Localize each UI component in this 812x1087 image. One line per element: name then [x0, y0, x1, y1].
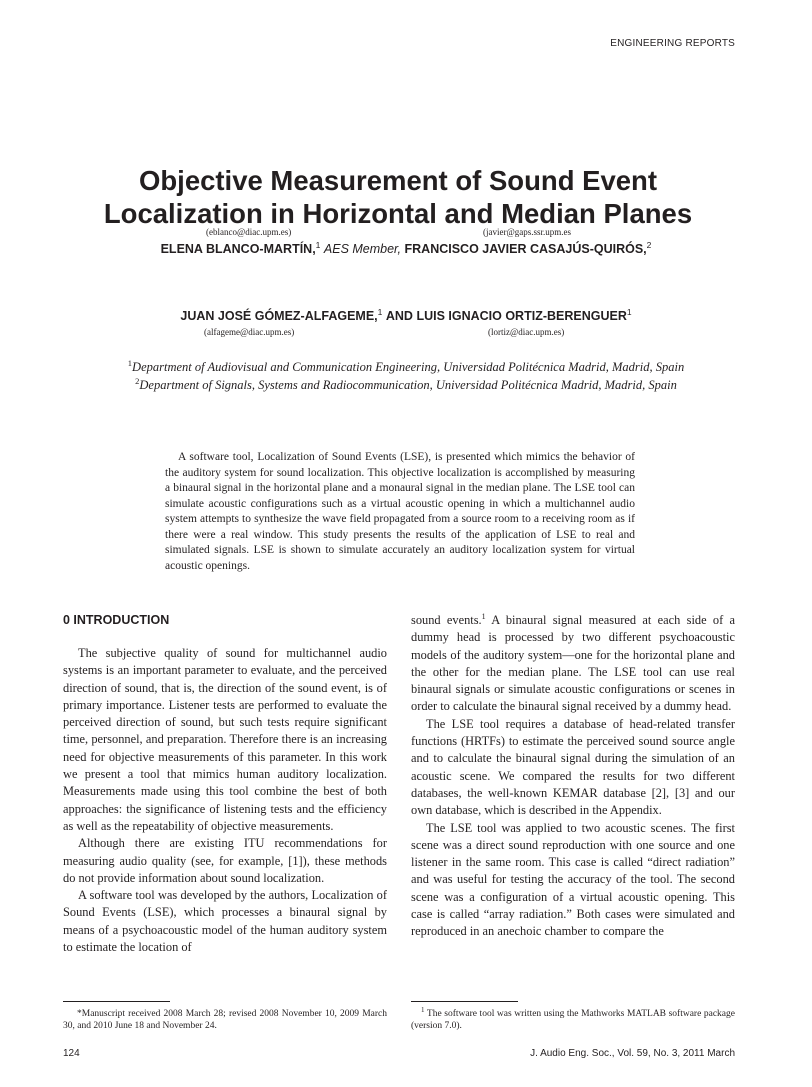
author-line-2 [40, 307, 772, 323]
affiliation-2-text: Department of Signals, Systems and Radiocommunication, Universidad Politécnica Madrid, Madrid, Spain [139, 378, 677, 393]
right-paragraph-3: The LSE tool was applied to two acoustic scenes. The first scene was a direct sound reproduction with one source and one listener in the same room. This case is called “direct radiation” and was useful for testing the accuracy of the tool. The second scene was a configuration of a virtual acoustic opening. This case is called “array radiation.” Both cases were simulated and reproduced in an anechoic chamber to compare the [411, 820, 735, 939]
right-paragraph-1-rest: A binaural signal measured at each side of a dummy head is processed by two different psychoacoustic models of the auditory system—one for the horizontal plane and the other for the median plane. The LSE tool can use real binaural signals or simulate acoustic configurations or scenes in order to calculate the binaural signal received by a dummy head. [411, 613, 736, 714]
author-3-email: (alfageme@diac.upm.es) [204, 327, 295, 337]
manuscript-footnote: *Manuscript received 2008 March 28; revised 2008 November 10, 2009 March 30, and 2010 June 18 and November 24. [63, 1009, 387, 1031]
section-heading-introduction: 0 INTRODUCTION [63, 613, 170, 627]
affiliation-2-mark: 2 [135, 376, 140, 386]
left-paragraph-2: Although there are existing ITU recommendations for measuring audio quality (see, for example, [1]), these methods do not provide information about sound localization. [63, 836, 387, 885]
footnote-1-marker: 1 [481, 611, 486, 621]
title-line-2: Localization in Horizontal and Median Planes [103, 198, 693, 229]
author-4-email: (lortiz@diac.upm.es) [488, 327, 565, 337]
paper-title [60, 164, 736, 230]
abstract: A software tool, Localization of Sound Events (LSE), is presented which mimics the behavior of the auditory system for sound localization. This objective localization is accomplished by measuring a binaural signal in the horizontal plane and a monaural signal in the median plane. The LSE tool can simulate acoustic configurations such as a virtual acoustic opening in which a multichannel audio system attempts to synthesize the wave field propagated from a source room to a receiving room as if there were a real window. This study presents the results of the application of LSE to real and simulated signals. LSE is shown to simulate accurately an auditory localization system for virtual acoustic openings. [165, 451, 635, 572]
footnote-rule-right [411, 1001, 518, 1002]
left-paragraph-3: A software tool was developed by the authors, Localization of Sound Events (LSE), which processes a binaural signal by means of a psychoacoustic model of the human auditory system to estimate the location of [63, 888, 387, 955]
author-1-email: (eblanco@diac.upm.es) [206, 227, 292, 237]
footnote-1 [411, 1005, 735, 1032]
author-2-name: FRANCISCO JAVIER CASAJÚS-QUIRÓS, [404, 242, 647, 257]
footnote-1-text: The software tool was written using the Mathworks MATLAB software package (version 7.0). [411, 1009, 735, 1031]
journal-reference: J. Audio Eng. Soc., Vol. 59, No. 3, 2011 March [530, 1048, 735, 1059]
right-paragraph-2: The LSE tool requires a database of head-related transfer functions (HRTFs) to estimate the perceived sound source angle and to calculate the binaural signal during the simulation of an acoustic scene. We compared the results for two different databases, the well-known KEMAR database [2], [3] and our own database, which is described in the Appendix. [411, 716, 735, 818]
aes-member-note: AES Member, [323, 242, 402, 257]
author-3-affil-mark: 1 [377, 307, 383, 317]
author-3-name: JUAN JOSÉ GÓMEZ-ALFAGEME, [180, 309, 378, 324]
author-1-name: ELENA BLANCO-MARTÍN, [160, 242, 316, 257]
footnote-rule-left [63, 1001, 170, 1002]
left-column [63, 645, 387, 956]
affiliation-1-text: Department of Audiovisual and Communication Engineering, Universidad Politécnica Madrid, Madrid, Spain [132, 360, 685, 375]
author-2-affil-mark: 2 [646, 240, 652, 250]
affiliation-1-mark: 1 [127, 358, 133, 368]
author-4-name: LUIS IGNACIO ORTIZ-BERENGUER [416, 309, 627, 324]
right-paragraph-1 [411, 612, 735, 716]
right-paragraph-1-start: sound events. [411, 613, 482, 627]
author-2-email: (javier@gaps.ssr.upm.es [483, 227, 572, 237]
affiliation-2 [40, 376, 772, 393]
title-line-1: Objective Measurement of Sound Event [138, 165, 658, 196]
right-column [411, 612, 735, 941]
author-4-affil-mark: 1 [626, 307, 632, 317]
page-number: 124 [63, 1048, 80, 1059]
author-connector: AND [385, 309, 413, 324]
left-paragraph-1: The subjective quality of sound for multichannel audio systems is an important parameter to evaluate, and the perceived direction of sound, that is, the direction of the sound event, is of primary importance. Listener tests are performed to evaluate the perceived direction of sound, but such tests require significant time, personnel, and preparation. Therefore there is an increasing need for objective measurements of this parameter. In this work we present a tool that mimics human auditory localization. Measurements made using this tool combine the best of both approaches: the significance of listening tests and the efficiency as well as the repeatability of objective measurements. [63, 646, 387, 833]
author-line-1 [40, 240, 772, 256]
affiliation-1 [40, 358, 772, 375]
running-head: ENGINEERING REPORTS [610, 38, 735, 49]
footnote-1-number: 1 [421, 1005, 425, 1014]
author-1-affil-mark: 1 [315, 240, 321, 250]
